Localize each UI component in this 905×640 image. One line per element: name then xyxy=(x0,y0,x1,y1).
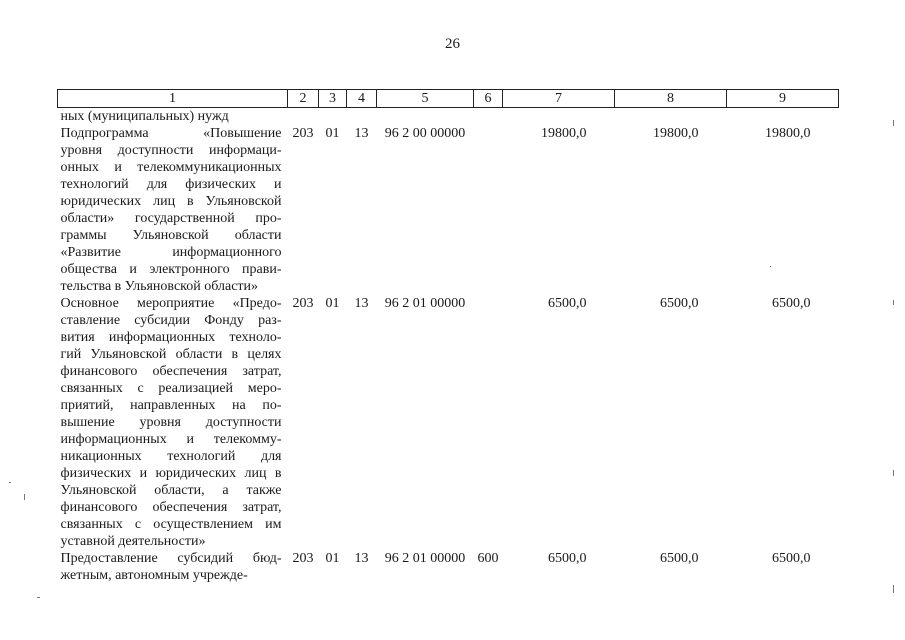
section-code: 01 xyxy=(325,551,340,566)
description-line: гий Ульяновской области в целях xyxy=(60,347,282,362)
ministry-code: 203 xyxy=(292,296,314,311)
expense-type-code xyxy=(474,125,503,295)
description-line: тельства в Ульяновской области» xyxy=(60,279,259,294)
header-col-9: 9 xyxy=(727,90,839,108)
description-line: общества и электронного прави- xyxy=(60,262,282,277)
table-row xyxy=(58,125,839,295)
description-line: области» государственной про- xyxy=(60,211,282,226)
table-body xyxy=(58,108,839,585)
amount-col-8: 6500,0 xyxy=(660,551,699,566)
section-code: 01 xyxy=(325,126,340,141)
table-row xyxy=(58,108,839,126)
header-col-1: 1 xyxy=(58,90,288,108)
target-article-code: 96 2 01 00000 xyxy=(384,551,466,566)
description-line: юридических лиц в Ульяновской xyxy=(60,194,282,209)
header-col-4: 4 xyxy=(347,90,377,108)
ministry-code: 203 xyxy=(292,126,314,141)
header-col-6: 6 xyxy=(474,90,503,108)
description-line: информационных и телекомму- xyxy=(60,432,282,447)
description-line: ставление субсидии Фонду раз- xyxy=(60,313,282,328)
header-col-7: 7 xyxy=(503,90,615,108)
section-code: 01 xyxy=(325,296,340,311)
subsection-code: 13 xyxy=(354,126,369,141)
amount-col-8: 19800,0 xyxy=(653,126,699,141)
amount-col-9 xyxy=(727,108,839,126)
header-col-5: 5 xyxy=(377,90,474,108)
table-header xyxy=(58,90,839,108)
amount-col-9: 6500,0 xyxy=(772,551,811,566)
description-line: вития информационных техноло- xyxy=(60,330,282,345)
description-line: финансового обеспечения затрат, xyxy=(60,364,282,379)
scan-speck xyxy=(893,300,894,305)
scan-speck xyxy=(9,482,11,483)
table-row xyxy=(58,550,839,584)
scan-speck xyxy=(770,266,771,267)
page-number: 26 xyxy=(445,36,460,52)
amount-col-9: 19800,0 xyxy=(765,126,811,141)
header-col-3: 3 xyxy=(319,90,347,108)
row-description xyxy=(58,125,288,295)
ministry-code xyxy=(288,108,319,126)
description-line: уровня доступности информаци- xyxy=(60,143,282,158)
description-line: финансового обеспечения затрат, xyxy=(60,500,282,515)
description-line: Подпрограмма «Повышение xyxy=(60,126,282,141)
description-line: Основное мероприятие «Предо- xyxy=(60,296,282,311)
table-row xyxy=(58,295,839,550)
description-line: Ульяновской области, а также xyxy=(60,483,282,498)
amount-col-7: 6500,0 xyxy=(548,296,587,311)
budget-table xyxy=(57,89,839,584)
scan-speck xyxy=(893,120,894,126)
row-description xyxy=(58,108,288,126)
description-line: Предоставление субсидий бюд- xyxy=(60,551,282,566)
description-line: вышение уровня доступности xyxy=(60,415,282,430)
header-col-2: 2 xyxy=(288,90,319,108)
amount-col-7: 6500,0 xyxy=(548,551,587,566)
amount-col-8 xyxy=(615,108,727,126)
ministry-code: 203 xyxy=(292,551,314,566)
amount-col-8: 6500,0 xyxy=(660,296,699,311)
description-line: никационных технологий для xyxy=(60,449,282,464)
description-line: связанных с осуществлением им xyxy=(60,517,282,532)
target-article-code: 96 2 00 00000 xyxy=(384,126,466,141)
header-row xyxy=(58,90,839,108)
amount-col-7 xyxy=(503,108,615,126)
expense-type-code: 600 xyxy=(477,551,499,566)
description-line: граммы Ульяновской области xyxy=(60,228,282,243)
description-line: связанных с реализацией меро- xyxy=(60,381,282,396)
description-line: ных (муниципальных) нужд xyxy=(60,109,229,124)
header-col-8: 8 xyxy=(615,90,727,108)
scan-speck xyxy=(893,585,894,593)
description-line: технологий для физических и xyxy=(60,177,282,192)
description-line: уставной деятельности» xyxy=(60,534,206,549)
scan-speck xyxy=(893,470,894,476)
scan-speck xyxy=(24,494,25,500)
target-article-code xyxy=(377,108,474,126)
section-code xyxy=(319,108,347,126)
subsection-code: 13 xyxy=(354,551,369,566)
description-line: приятий, направленных на по- xyxy=(60,398,282,413)
amount-col-9: 6500,0 xyxy=(772,296,811,311)
scan-speck xyxy=(37,597,40,598)
target-article-code: 96 2 01 00000 xyxy=(384,296,466,311)
subsection-code xyxy=(347,108,377,126)
description-line: онных и телекоммуникационных xyxy=(60,160,282,175)
amount-col-7: 19800,0 xyxy=(541,126,587,141)
row-description xyxy=(58,295,288,550)
description-line: физических и юридических лиц в xyxy=(60,466,282,481)
row-description xyxy=(58,550,288,584)
subsection-code: 13 xyxy=(354,296,369,311)
description-line: жетным, автономным учрежде- xyxy=(60,568,248,583)
expense-type-code xyxy=(474,108,503,126)
expense-type-code xyxy=(474,295,503,550)
description-line: «Развитие информационного xyxy=(60,245,282,260)
